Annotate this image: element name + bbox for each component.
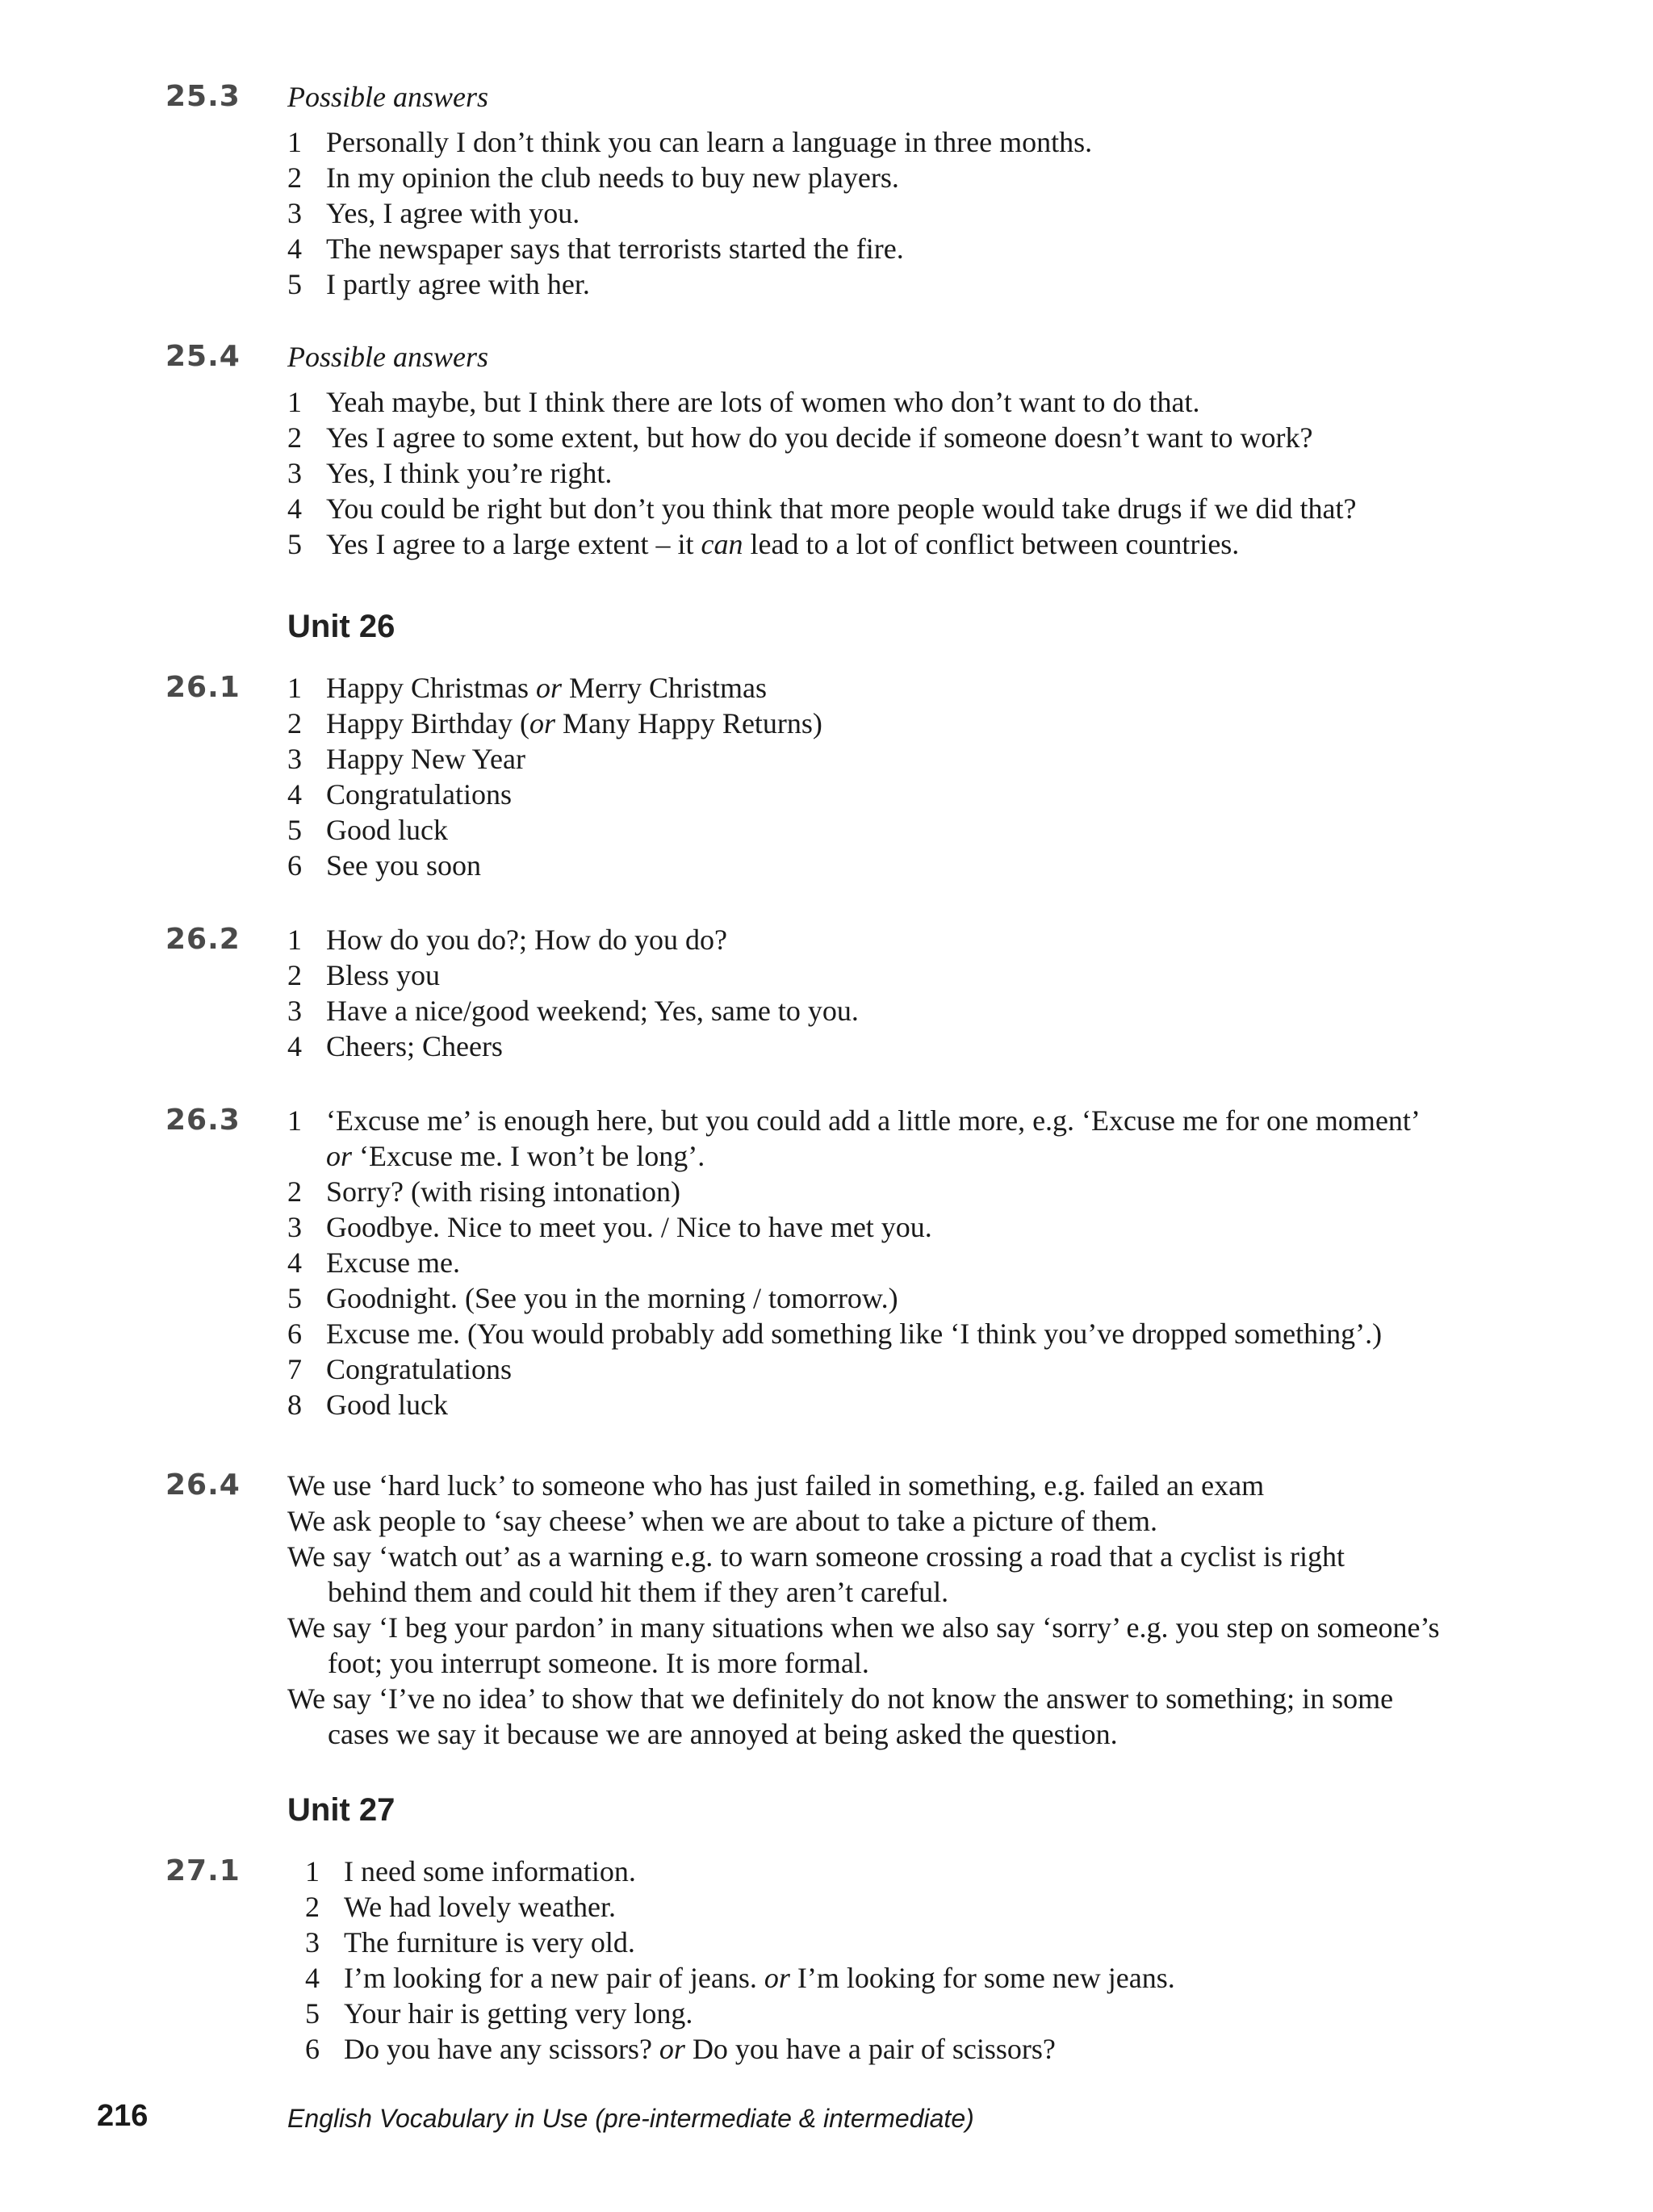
unit-heading: Unit 27 [287,1792,395,1828]
paragraph: We say ‘watch out’ as a warning e.g. to warn someone crossing a road that a cyclist is right behind them and could hit them if they aren’t careful. [287,1540,1345,1608]
section-number: 26.4 [165,1468,241,1502]
paragraph: We say ‘I’ve no idea’ to show that we definitely do not know the answer to something; in some cases we say it because we are annoyed at being asked the question. [287,1682,1394,1750]
answer-key-page: 25.3 Possible answers 1 Personally I don’t think you can learn a language in three months. 2 In my opinion the club needs to buy new players. 3 Yes, I agree with you. 4 The newspaper says that terrorists started the fire. 5 I partly agree with her. 25.4 Possible answers 1 Yeah maybe, but I think there are lots of women who don’t want to do that. 2 Yes I agree to some extent, but how do you decide if someone doesn’t want to work? 3 Yes, I think you’re right. 4 You could be right but don’t you think that more people would take drugs if we did that? 5 Yes I agree to a large extent – it can lead to a lot of conflict between countries. Unit 26 26.1 1 Happy Christmas or Merry Christmas 2 Happy Birthday (or Many Happy Returns) 3 Happy New Year 4 Congratulations 5 Good luck 6 See you soon 26.2 1 How do you do?; How do you do? 2 Bless you 3 Have a nice/good weekend; Yes, same to you. 4 Cheers; Cheers 26.3 1 ‘Excuse me’ is enough here, but you could add a little more, e.g. ‘Excuse me for one moment’ or ‘Excuse me. I won’t be long’. 2 Sorry? (with rising intonation) 3 Goodbye. Nice to meet you. / Nice to have met you. 4 Excuse me. 5 Goodnight. (See you in the morning / tomorrow.) 6 Excuse me. (You would probably add something like ‘I think you’ve dropped something’.) 7 Congratulations 8 Good luck 26.4 We use ‘hard luck’ to someone who has just failed in something, e.g. failed an exam We ask people to ‘say cheese’ when we are about to take a picture of them. We say ‘watch out’ as a warning e.g. to warn someone crossing a road that a cyclist is right behind them and could hit them if they aren’t careful. We say ‘I beg your pardon’ in many situations when we also say ‘sorry’ e.g. you step on someone’s foot; you interrupt someone. It is more formal. We say ‘I’ve no idea’ to show that we definitely do not know the answer to something; in some cases we say it because we are annoyed at being asked the question. Unit 27 27.1 1 I need some information. 2 We had lovely weather. 3 The furniture is very old. 4 I’m looking for a new pair of jeans. or I’m looking for some new jeans. 5 Your hair is getting very long. 6 Do you have any scissors? or Do you have a pair of scissors? 216 English Vocabulary in Use (pre-intermediate & intermediate) [97,80,1440,2133]
section-number: 27.1 [165,1854,241,1887]
section-label: Possible answers [287,341,489,373]
section-number: 26.1 [165,671,241,704]
section-number: 26.3 [165,1104,241,1137]
section-number: 25.4 [165,340,241,373]
section-label: Possible answers [287,81,489,113]
unit-heading: Unit 26 [287,609,395,644]
paragraph: We use ‘hard luck’ to someone who has just failed in something, e.g. failed an exam [287,1469,1265,1502]
page-number: 216 [97,2099,149,2133]
section-number: 25.3 [165,80,241,113]
paragraph: We say ‘I beg your pardon’ in many situations when we also say ‘sorry’ e.g. you step on someone’s foot; you interrupt someone. It is more formal. [287,1611,1440,1679]
book-title: English Vocabulary in Use (pre-intermediate & intermediate) [287,2104,974,2133]
section-number: 26.2 [165,923,241,956]
paragraph: We ask people to ‘say cheese’ when we are about to take a picture of them. [287,1505,1157,1537]
